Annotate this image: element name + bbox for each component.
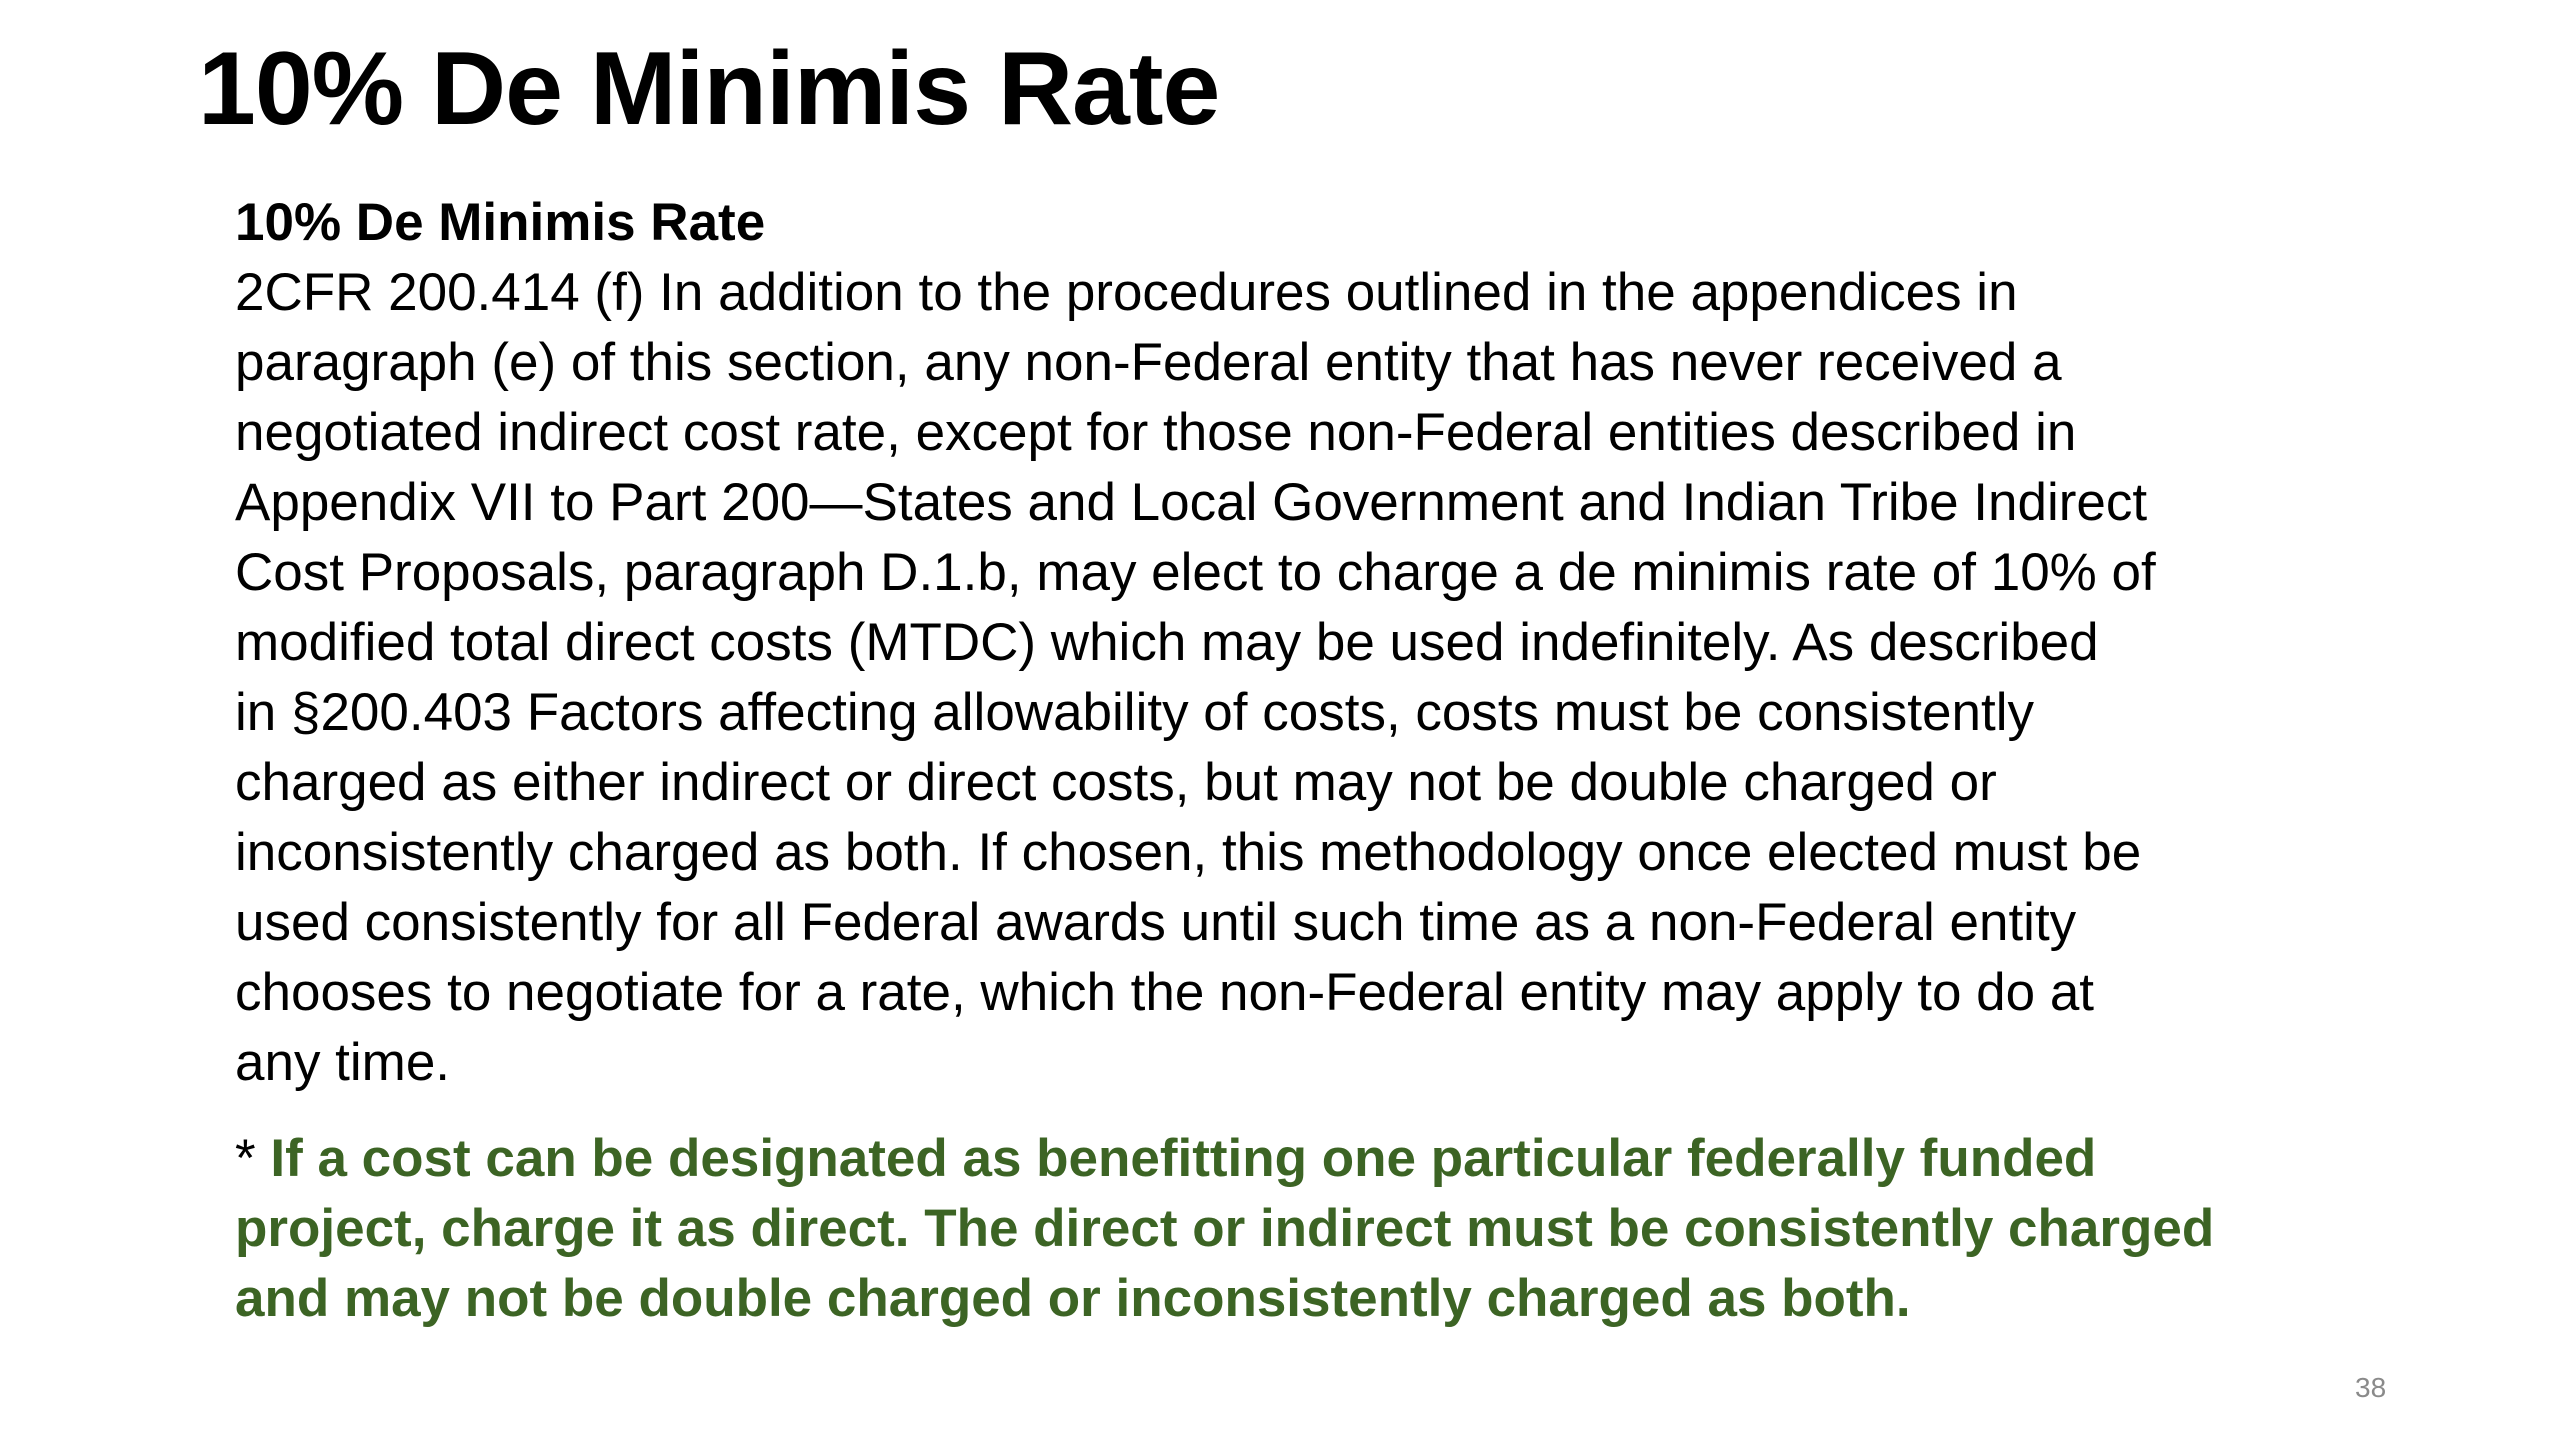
slide-title: 10% De Minimis Rate xyxy=(198,31,1220,147)
body-line: negotiated indirect cost rate, except for those non-Federal entities described in xyxy=(235,403,2077,462)
body-line: 2CFR 200.414 (f) In addition to the procedures outlined in the appendices in xyxy=(235,263,2018,322)
body-line: charged as either indirect or direct costs, but may not be double charged or xyxy=(235,753,1997,812)
note-line: and may not be double charged or inconsistently charged as both. xyxy=(235,1269,1911,1328)
content-subheading: 10% De Minimis Rate xyxy=(235,193,766,252)
body-line: Cost Proposals, paragraph D.1.b, may elect to charge a de minimis rate of 10% of xyxy=(235,543,2156,602)
body-line: chooses to negotiate for a rate, which the non-Federal entity may apply to do at xyxy=(235,963,2095,1022)
body-line: Appendix VII to Part 200—States and Local Government and Indian Tribe Indirect xyxy=(235,473,2148,532)
slide-content xyxy=(235,188,2405,1334)
body-line: in §200.403 Factors affecting allowability of costs, costs must be consistently xyxy=(235,683,2034,742)
body-line: modified total direct costs (MTDC) which may be used indefinitely. As described xyxy=(235,613,2099,672)
note-text: If a cost can be designated as benefitting one particular federally funded xyxy=(270,1129,2097,1188)
regulation-text xyxy=(235,258,2405,1098)
note-asterisk: * xyxy=(235,1129,271,1188)
body-line: used consistently for all Federal awards until such time as a non-Federal entity xyxy=(235,893,2077,952)
body-line: inconsistently charged as both. If chosen, this methodology once elected must be xyxy=(235,823,2142,882)
note-line xyxy=(235,1124,2405,1194)
body-line: any time. xyxy=(235,1033,451,1092)
page-number: 38 xyxy=(2355,1372,2387,1403)
highlight-note xyxy=(235,1124,2405,1334)
note-line: project, charge it as direct. The direct or indirect must be consistently charged xyxy=(235,1199,2215,1258)
body-line: paragraph (e) of this section, any non-Federal entity that has never received a xyxy=(235,333,2062,392)
